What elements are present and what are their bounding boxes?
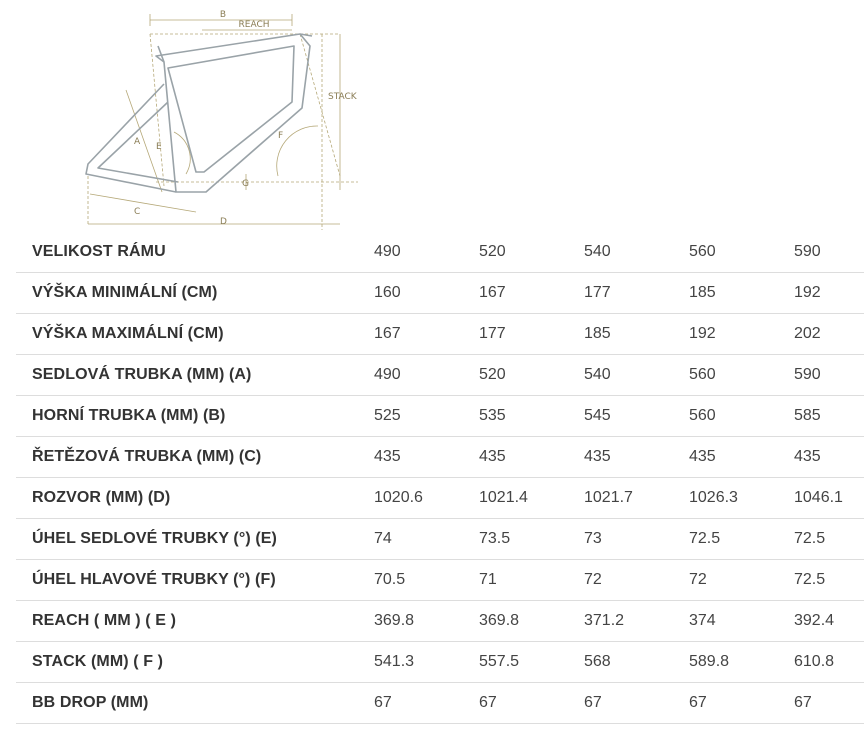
row-label: VÝŠKA MAXIMÁLNÍ (CM) xyxy=(16,314,358,355)
size-value-cell: 560 xyxy=(673,355,778,396)
size-value-cell: 1021.7 xyxy=(568,478,673,519)
row-label: SEDLOVÁ TRUBKA (MM) (A) xyxy=(16,355,358,396)
size-value-cell: 73.5 xyxy=(463,519,568,560)
size-value-cell: 67 xyxy=(568,683,673,724)
frame-geometry-diagram xyxy=(78,6,368,232)
rear-triangle xyxy=(86,84,176,192)
row-label: BB DROP (MM) xyxy=(16,683,358,724)
size-value-cell: 167 xyxy=(358,314,463,355)
size-value-cell: 160 xyxy=(358,273,463,314)
size-value-cell: 72.5 xyxy=(778,519,864,560)
size-value-cell: 525 xyxy=(358,396,463,437)
table-row xyxy=(16,642,864,683)
size-value-cell: 72.5 xyxy=(778,560,864,601)
size-value-cell: 177 xyxy=(568,273,673,314)
size-value-cell: 435 xyxy=(673,437,778,478)
size-value-cell: 1021.4 xyxy=(463,478,568,519)
label-stack: STACK xyxy=(328,92,357,102)
size-value-cell: 490 xyxy=(358,232,463,273)
size-value-cell: 435 xyxy=(778,437,864,478)
size-value-cell: 67 xyxy=(673,683,778,724)
size-value-cell: 560 xyxy=(673,232,778,273)
size-value-cell: 72.5 xyxy=(673,519,778,560)
table-row xyxy=(16,396,864,437)
size-value-cell: 185 xyxy=(673,273,778,314)
size-value-cell: 585 xyxy=(778,396,864,437)
size-value-cell: 167 xyxy=(463,273,568,314)
frame-geometry-svg xyxy=(78,6,368,232)
size-value-cell: 560 xyxy=(673,396,778,437)
size-value-cell: 73 xyxy=(568,519,673,560)
table-row xyxy=(16,519,864,560)
size-value-cell: 520 xyxy=(463,232,568,273)
size-value-cell: 557.5 xyxy=(463,642,568,683)
table-row xyxy=(16,355,864,396)
size-value-cell: 369.8 xyxy=(358,601,463,642)
table-row xyxy=(16,314,864,355)
e-angle-arc xyxy=(174,132,190,174)
size-value-cell: 435 xyxy=(568,437,673,478)
size-value-cell: 590 xyxy=(778,232,864,273)
size-value-cell: 70.5 xyxy=(358,560,463,601)
head-tube-extension xyxy=(300,34,340,176)
c-dimension xyxy=(90,194,196,212)
size-value-cell: 185 xyxy=(568,314,673,355)
size-value-cell: 67 xyxy=(778,683,864,724)
label-reach: REACH xyxy=(238,20,270,30)
geometry-table-body xyxy=(16,232,864,724)
size-value-cell: 67 xyxy=(463,683,568,724)
size-value-cell: 374 xyxy=(673,601,778,642)
size-value-cell: 1026.3 xyxy=(673,478,778,519)
size-value-cell: 202 xyxy=(778,314,864,355)
front-triangle-inner xyxy=(168,46,294,172)
geometry-table xyxy=(16,232,864,724)
label-g: G xyxy=(242,179,249,189)
size-value-cell: 67 xyxy=(358,683,463,724)
front-triangle xyxy=(156,34,310,192)
label-f: F xyxy=(278,131,284,141)
size-value-cell: 610.8 xyxy=(778,642,864,683)
row-label: HORNÍ TRUBKA (MM) (B) xyxy=(16,396,358,437)
size-value-cell: 1046.1 xyxy=(778,478,864,519)
size-value-cell: 71 xyxy=(463,560,568,601)
row-label: ÚHEL SEDLOVÉ TRUBKY (°) (E) xyxy=(16,519,358,560)
row-label: STACK (MM) ( F ) xyxy=(16,642,358,683)
size-value-cell: 540 xyxy=(568,355,673,396)
dimension-arrows xyxy=(88,14,340,224)
size-value-cell: 392.4 xyxy=(778,601,864,642)
size-value-cell: 1020.6 xyxy=(358,478,463,519)
table-row xyxy=(16,683,864,724)
row-label: ROZVOR (MM) (D) xyxy=(16,478,358,519)
size-value-cell: 369.8 xyxy=(463,601,568,642)
bike-frame xyxy=(86,34,312,192)
row-label: VÝŠKA MINIMÁLNÍ (CM) xyxy=(16,273,358,314)
size-value-cell: 590 xyxy=(778,355,864,396)
row-label: ÚHEL HLAVOVÉ TRUBKY (°) (F) xyxy=(16,560,358,601)
table-row xyxy=(16,437,864,478)
table-row xyxy=(16,232,864,273)
row-label: ŘETĚZOVÁ TRUBKA (MM) (C) xyxy=(16,437,358,478)
size-value-cell: 177 xyxy=(463,314,568,355)
table-row xyxy=(16,560,864,601)
table-row xyxy=(16,478,864,519)
table-row xyxy=(16,601,864,642)
size-value-cell: 192 xyxy=(778,273,864,314)
row-label: VELIKOST RÁMU xyxy=(16,232,358,273)
table-row xyxy=(16,273,864,314)
size-value-cell: 545 xyxy=(568,396,673,437)
size-value-cell: 435 xyxy=(358,437,463,478)
label-d: D xyxy=(220,217,227,227)
size-value-cell: 541.3 xyxy=(358,642,463,683)
size-value-cell: 490 xyxy=(358,355,463,396)
label-e: E xyxy=(156,142,162,152)
size-value-cell: 74 xyxy=(358,519,463,560)
label-a: A xyxy=(134,137,141,147)
size-value-cell: 520 xyxy=(463,355,568,396)
row-label: REACH ( MM ) ( E ) xyxy=(16,601,358,642)
size-value-cell: 72 xyxy=(673,560,778,601)
size-value-cell: 435 xyxy=(463,437,568,478)
label-b: B xyxy=(219,10,227,20)
size-value-cell: 535 xyxy=(463,396,568,437)
size-value-cell: 72 xyxy=(568,560,673,601)
label-c: C xyxy=(134,207,141,217)
size-value-cell: 568 xyxy=(568,642,673,683)
size-value-cell: 589.8 xyxy=(673,642,778,683)
size-value-cell: 192 xyxy=(673,314,778,355)
size-value-cell: 371.2 xyxy=(568,601,673,642)
size-value-cell: 540 xyxy=(568,232,673,273)
